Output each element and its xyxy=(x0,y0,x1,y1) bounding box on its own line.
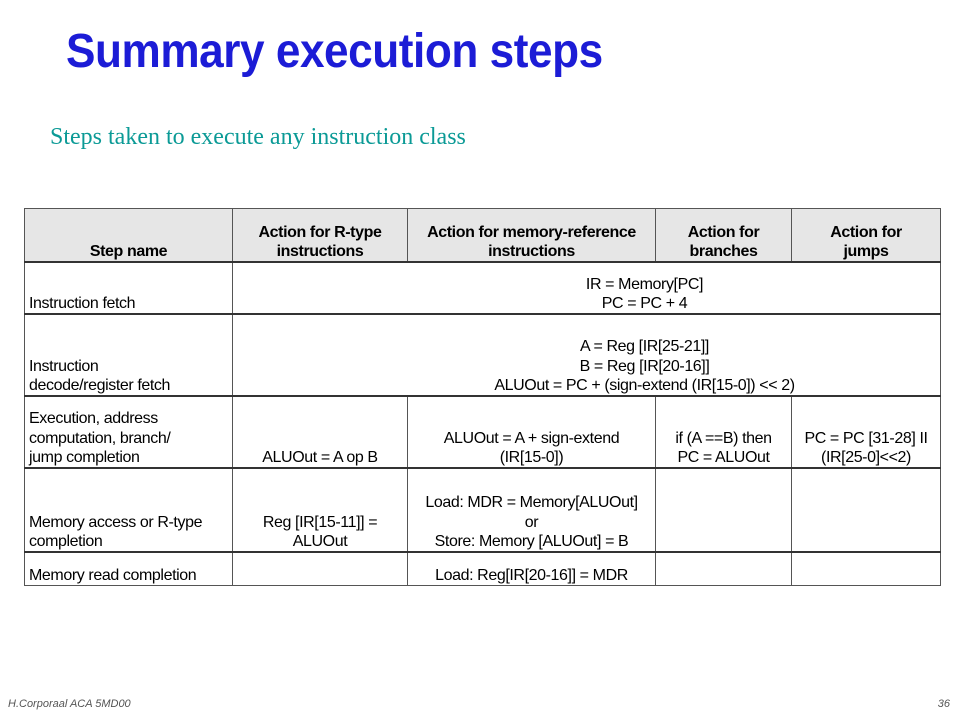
slide-title: Summary execution steps xyxy=(66,25,603,78)
exec-branches-cell xyxy=(656,396,792,468)
decode-action-line-2: B = Reg [IR[20-16]] xyxy=(579,357,710,375)
header-branches-line-2: branches xyxy=(689,242,758,260)
step-decode-line-2: decode/register fetch xyxy=(29,376,171,394)
mem-rtype-line-2: ALUOut xyxy=(292,532,348,550)
exec-memref-cell xyxy=(408,396,656,468)
exec-branches-line-1: if (A ==B) then xyxy=(675,429,772,447)
footer-page-number: 36 xyxy=(937,698,950,710)
read-jumps-cell xyxy=(792,552,941,586)
mem-memref-line-1: Load: MDR = Memory[ALUOut] xyxy=(425,494,638,512)
step-decode-line-1: Instruction xyxy=(29,357,99,375)
mem-memref-line-2: or xyxy=(524,513,539,531)
read-rtype-cell xyxy=(233,552,408,586)
step-cell-read xyxy=(25,552,233,586)
action-cell-decode-all xyxy=(233,314,941,396)
exec-jumps-cell xyxy=(792,396,941,468)
header-step-name xyxy=(25,209,233,263)
step-cell-decode xyxy=(25,314,233,396)
header-branches xyxy=(656,209,792,263)
exec-memref-line-2: (IR[15-0]) xyxy=(499,448,564,466)
decode-action-line-1: A = Reg [IR[25-21]] xyxy=(580,338,709,356)
read-memref-cell xyxy=(408,552,656,586)
mem-branches-cell xyxy=(656,468,792,552)
exec-rtype-cell xyxy=(233,396,408,468)
header-branches-line-1: Action for xyxy=(687,223,760,241)
header-jumps xyxy=(792,209,941,263)
exec-rtype-line-1: ALUOut = A op B xyxy=(262,448,378,466)
step-fetch-line-1: Instruction fetch xyxy=(29,294,136,312)
header-rtype-line-1: Action for R-type xyxy=(258,223,382,241)
step-cell-exec xyxy=(25,396,233,468)
table-row-memory-access xyxy=(25,468,941,552)
read-memref-line-1: Load: Reg[IR[20-16]] = MDR xyxy=(435,566,628,584)
table-row-execution xyxy=(25,396,941,468)
read-branches-cell xyxy=(656,552,792,586)
table-header-row xyxy=(25,209,941,263)
fetch-action-line-1: IR = Memory[PC] xyxy=(585,275,704,293)
decode-action-line-3: ALUOut = PC + (sign-extend (IR[15-0]) << 2) xyxy=(494,376,795,394)
step-exec-line-3: jump completion xyxy=(29,448,140,466)
table-row-instruction-fetch xyxy=(25,262,941,314)
exec-memref-line-1: ALUOut = A + sign-extend xyxy=(443,429,620,447)
header-jumps-line-1: Action for xyxy=(830,223,902,241)
exec-branches-line-2: PC = ALUOut xyxy=(677,448,770,466)
header-memref xyxy=(408,209,656,263)
step-exec-line-1: Execution, address xyxy=(29,410,158,428)
action-cell-fetch-all xyxy=(233,262,941,314)
step-mem-line-1: Memory access or R-type xyxy=(29,513,203,531)
mem-rtype-cell xyxy=(233,468,408,552)
slide-subtitle: Steps taken to execute any instruction class xyxy=(50,124,466,150)
table-row-memory-read xyxy=(25,552,941,586)
header-step-name-text: Step name xyxy=(89,242,168,260)
header-memref-line-2: instructions xyxy=(488,242,575,260)
fetch-action-line-2: PC = PC + 4 xyxy=(601,294,688,312)
header-rtype-line-2: instructions xyxy=(276,242,364,260)
step-mem-line-2: completion xyxy=(29,532,103,550)
mem-memref-cell xyxy=(408,468,656,552)
footer-author: H.Corporaal ACA 5MD00 xyxy=(8,698,131,710)
mem-jumps-cell xyxy=(792,468,941,552)
step-cell-fetch xyxy=(25,262,233,314)
step-read-line-1: Memory read completion xyxy=(29,566,197,584)
exec-jumps-line-1: PC = PC [31-28] II xyxy=(804,429,928,447)
header-jumps-line-2: jumps xyxy=(843,242,889,260)
exec-jumps-line-2: (IR[25-0]<<2) xyxy=(821,448,911,466)
step-cell-mem xyxy=(25,468,233,552)
header-rtype xyxy=(233,209,408,263)
execution-steps-table xyxy=(24,208,941,586)
table-row-decode xyxy=(25,314,941,396)
step-exec-line-2: computation, branch/ xyxy=(29,429,171,447)
header-memref-line-1: Action for memory-reference xyxy=(427,223,636,241)
mem-memref-line-3: Store: Memory [ALUOut] = B xyxy=(434,532,629,550)
mem-rtype-line-1: Reg [IR[15-11]] = xyxy=(262,513,378,531)
